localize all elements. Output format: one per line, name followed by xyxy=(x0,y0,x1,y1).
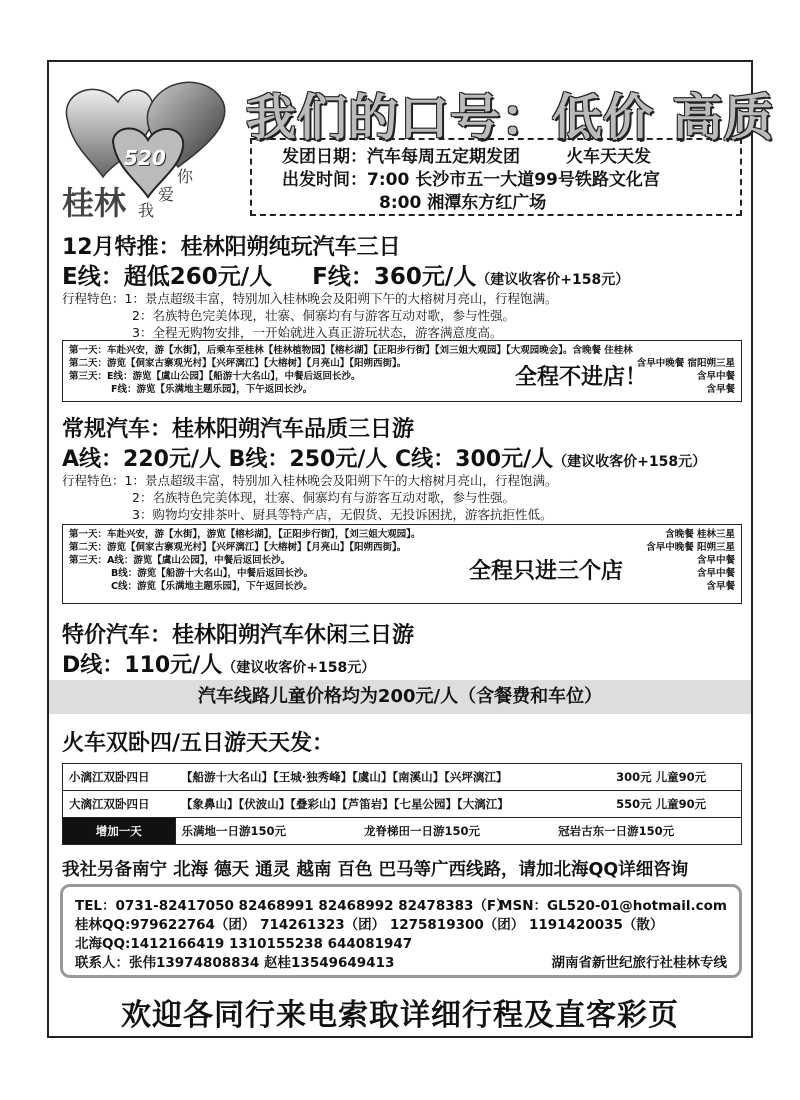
regular-feat-2: 2：名族特色完美体现，壮寨、侗寨均有与游客互动对歌，参与性强。 xyxy=(132,490,515,505)
regular-features xyxy=(62,472,557,523)
dec-day-2-meals: 含早中晚餐 宿阳朔三星 xyxy=(636,358,735,369)
table-row xyxy=(63,791,742,818)
regular-feat-1: 1：景点超级丰富，特别加入桂林晚会及阳朔下午的大榕树月亮山，行程饱满。 xyxy=(124,473,558,488)
table-row xyxy=(63,764,742,791)
special-price: D线：110元/人 xyxy=(62,653,223,678)
extra-day-options xyxy=(175,818,742,845)
time-1: 7:00 长沙市五一大道99号铁路文化宫 xyxy=(367,170,660,190)
dec-day-2: 第二天：游览【侗家古寨观光村】【兴坪漓江】【大榕树】【月亮山】【阳朔西街】。 xyxy=(69,358,407,369)
reg-day-3c: C线：游览【乐满地主题乐园】，下午返回长沙。 xyxy=(111,581,313,592)
train-table xyxy=(62,763,742,845)
contact-box xyxy=(60,884,742,978)
dec-day-1: 第一天：车赴兴安，游【水街】，后乘车至桂林【桂林植物园】【榕杉湖】【正阳步行街】【刘三姐大观园】【大观园晚会】。含晚餐 住桂林 xyxy=(69,345,633,356)
logo-ni: 你 xyxy=(177,167,194,186)
contact-people: 联系人：张伟13974808834 赵桂13549649413 xyxy=(75,955,395,971)
feat-label: 行程特色： xyxy=(62,291,125,306)
tel: TEL：0731-82417050 82468991 82468992 82478383（F） xyxy=(75,898,510,914)
feat-label: 行程特色： xyxy=(62,473,125,488)
guilin-qq: 桂林QQ:979622764（团） 714261323（团） 1275819300（团） 1191420035（散） xyxy=(75,917,664,933)
price-f: F线：360元/人 xyxy=(312,264,477,290)
train-title: 火车双卧四/五日游天天发： xyxy=(62,731,335,756)
dec-feat-3: 3：全程无购物安排，一开始就进入真正游玩状态，游客满意度高。 xyxy=(132,325,503,340)
time-2: 8:00 湘潭东方红广场 xyxy=(379,193,547,213)
depart-label: 发团日期： xyxy=(282,147,367,167)
logo-wo: 我 xyxy=(138,201,155,220)
reg-day-1-meals: 含晚餐 桂林三星 xyxy=(665,529,735,540)
dec-features xyxy=(62,290,557,341)
more-routes: 我社另备南宁 北海 德天 通灵 越南 百色 巴马等广西线路，请加北海QQ详细咨询 xyxy=(62,860,689,880)
regular-stamp: 全程只进三个店 xyxy=(469,559,624,584)
dec-day-3b: F线：游览【乐满地主题乐园】，下午返回长沙。 xyxy=(111,384,313,395)
route-name: 大漓江双卧四日 xyxy=(63,791,176,818)
reg-day-3a-meals: 含早中餐 xyxy=(696,555,735,566)
special-price-line xyxy=(62,648,375,679)
beihai-qq: 北海QQ:1412166419 1310155238 644081947 xyxy=(75,936,413,952)
regular-title: 常规汽车：桂林阳朔汽车品质三日游 xyxy=(62,417,415,442)
reg-day-3b-meals: 含早中餐 xyxy=(696,568,735,579)
reg-day-1: 第一天：车赴兴安，游【水街】，游览【榕杉湖】，【正阳步行街】，【刘三姐大观园】。 xyxy=(69,529,421,540)
special-title: 特价汽车：桂林阳朔汽车休闲三日游 xyxy=(62,623,415,648)
extra-day-label: 增加一天 xyxy=(63,818,176,845)
regular-feat-3: 3：购物均安排茶叶、厨具等特产店，无假货、无投诉困扰，游客抗拒性低。 xyxy=(132,507,553,522)
extra-option-3: 冠岩古东一日游150元 xyxy=(558,824,675,838)
reg-day-3a: 第三天：A线：游览【虞山公园】，中餐后返回长沙。 xyxy=(69,555,291,566)
dec-day-3a-meals: 含早中餐 xyxy=(696,371,735,382)
dec-prices xyxy=(62,258,629,291)
departure-box xyxy=(250,138,742,216)
dec-day-3b-meals: 含早餐 xyxy=(706,384,735,395)
dec-feat-2: 2：名族特色完美体现，壮寨、侗寨均有与游客互动对歌，参与性强。 xyxy=(132,308,515,323)
regular-itinerary xyxy=(62,524,742,604)
reg-day-3b: B线：游览【船游十大名山】，中餐后返回长沙。 xyxy=(111,568,313,579)
reg-day-2-meals: 含早中晚餐 阳朔三星 xyxy=(646,542,735,553)
dec-stamp: 全程不进店！ xyxy=(515,365,648,390)
dec-note: （建议收客价+158元） xyxy=(476,272,630,288)
route-spots: 【象鼻山】【伏波山】【叠彩山】【芦笛岩】【七星公园】【大漓江】 xyxy=(175,791,610,818)
reg-day-3c-meals: 含早餐 xyxy=(706,581,735,592)
regular-price-list: A线：220元/人 B线：250元/人 C线：300元/人 xyxy=(62,447,554,472)
dec-itinerary xyxy=(62,340,742,402)
welcome-banner: 欢迎各同行来电索取详细行程及直客彩页 xyxy=(121,998,679,1033)
logo-city: 桂林 xyxy=(62,184,127,222)
price-e: E线：超低260元/人 xyxy=(62,264,273,290)
regular-note: （建议收客价+158元） xyxy=(553,454,707,470)
dec-title: 12月特推：桂林阳朔纯玩汽车三日 xyxy=(62,235,401,260)
depart-car: 汽车每周五定期发团 xyxy=(367,147,520,167)
logo-mark: 520 xyxy=(124,146,166,170)
extra-option-2: 龙脊梯田一日游150元 xyxy=(364,824,481,838)
time-label: 出发时间： xyxy=(282,170,367,190)
slogan: 我们的口号：低价 高质 xyxy=(246,89,775,147)
extra-option-1: 乐满地一日游150元 xyxy=(181,824,287,838)
route-name: 小漓江双卧四日 xyxy=(63,764,176,791)
route-spots: 【船游十大名山】【王城·独秀峰】【虞山】【南溪山】【兴坪漓江】 xyxy=(175,764,610,791)
reg-day-2: 第二天：游览【侗家古寨观光村】【兴坪漓江】【大榕树】【月亮山】【阳朔西街】。 xyxy=(69,542,407,553)
dec-feat-1: 1：景点超级丰富，特别加入桂林晚会及阳朔下午的大榕树月亮山，行程饱满。 xyxy=(124,291,558,306)
kids-price-bar: 汽车线路儿童价格均为200元/人（含餐费和车位） xyxy=(49,680,751,714)
regular-prices xyxy=(62,442,706,473)
dec-day-3a: 第三天：E线：游览【虞山公园】【船游十大名山】，中餐后返回长沙。 xyxy=(69,371,361,382)
route-price: 550元 儿童90元 xyxy=(610,791,741,818)
special-note: （建议收客价+158元） xyxy=(222,660,376,676)
route-price: 300元 儿童90元 xyxy=(610,764,741,791)
table-row xyxy=(63,818,742,845)
logo-ai: 爱 xyxy=(158,185,175,204)
depart-train: 火车天天发 xyxy=(566,147,651,167)
msn: MSN：GL520-01@hotmail.com xyxy=(499,898,727,914)
agency-name: 湖南省新世纪旅行社桂林专线 xyxy=(551,955,727,971)
